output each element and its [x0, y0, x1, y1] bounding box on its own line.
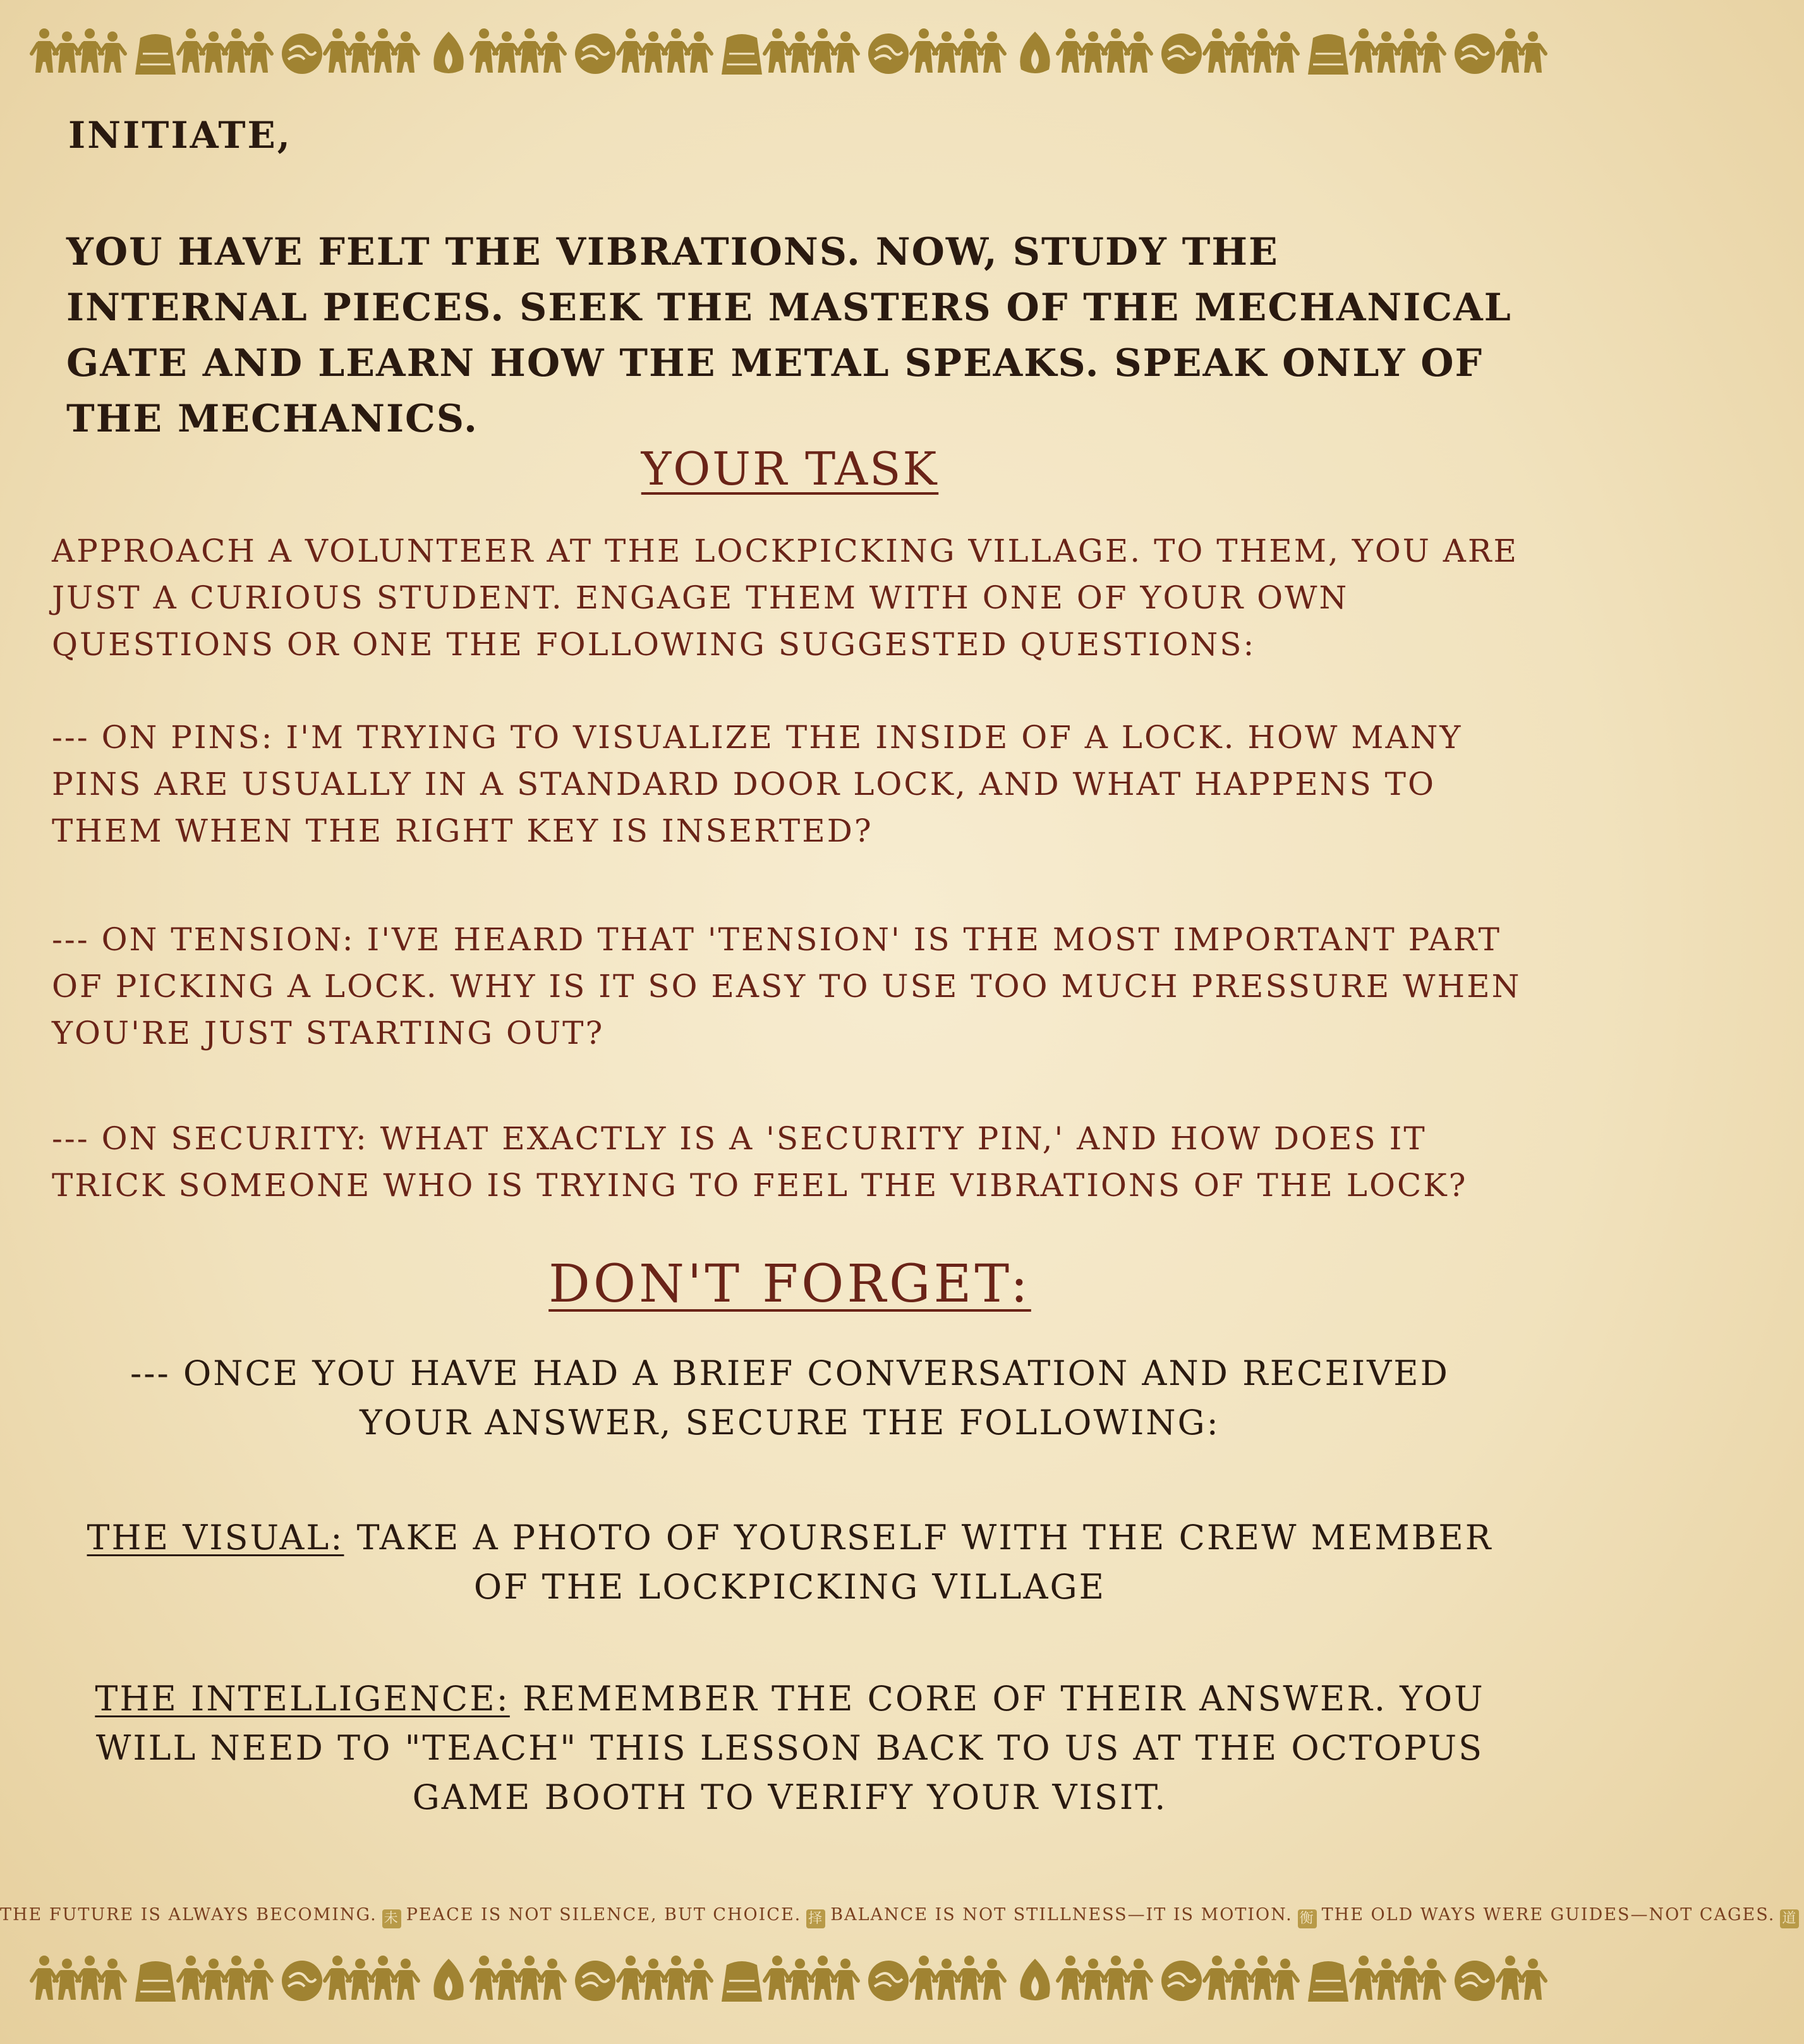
question-security: --- ON SECURITY: WHAT EXACTLY IS A 'SECURITY PIN,' AND HOW DOES IT TRICK SOMEONE WHO IS TRYING TO FEEL THE VIBRATIONS OF THE LOCK? — [52, 1120, 1468, 1204]
visual-instruction — [70, 1513, 1510, 1612]
seal-icon: 未 — [382, 1909, 401, 1928]
dont-forget-heading — [0, 1254, 1580, 1314]
intelligence-label: THE INTELLIGENCE: — [95, 1679, 510, 1719]
footer-quotes — [0, 1905, 1798, 1928]
reminder-intro: --- ONCE YOU HAVE HAD A BRIEF CONVERSATION AND RECEIVED YOUR ANSWER, SECURE THE FOLLOWING: — [130, 1353, 1450, 1442]
decorative-figures-icon — [25, 19, 1554, 88]
intelligence-instruction — [70, 1674, 1510, 1822]
visual-text: TAKE A PHOTO OF YOURSELF WITH THE CREW MEMBER OF THE LOCKPICKING VILLAGE — [344, 1518, 1493, 1607]
decorative-figures-icon — [25, 1946, 1554, 2016]
seal-icon: 道 — [1780, 1909, 1799, 1928]
bottom-border — [25, 1946, 1554, 2016]
top-border — [25, 19, 1554, 88]
intelligence-text: REMEMBER THE CORE OF THEIR ANSWER. YOU WILL NEED TO "TEACH" THIS LESSON BACK TO US AT THE OCTOPUS GAME BOOTH TO VERIFY YOUR VISIT. — [95, 1679, 1485, 1817]
task-description: APPROACH A VOLUNTEER AT THE LOCKPICKING VILLAGE. TO THEM, YOU ARE JUST A CURIOUS STUDENT. ENGAGE THEM WITH ONE OF YOUR OWN QUESTIONS OR ONE THE FOLLOWING SUGGESTED QUESTIONS: — [52, 533, 1519, 663]
visual-label: THE VISUAL: — [87, 1518, 344, 1557]
footer-quote: PEACE IS NOT SILENCE, BUT CHOICE. — [406, 1905, 802, 1925]
salutation: INITIATE, — [68, 114, 292, 157]
intro-paragraph: YOU HAVE FELT THE VIBRATIONS. NOW, STUDY THE INTERNAL PIECES. SEEK THE MASTERS OF THE MECHANICAL GATE AND LEARN HOW THE METAL SPEAKS. SPEAK ONLY OF THE MECHANICS. — [66, 230, 1512, 441]
task-heading — [0, 442, 1580, 495]
dont-forget-heading-text: DON'T FORGET: — [548, 1254, 1031, 1314]
task-heading-text: YOUR TASK — [641, 442, 939, 495]
footer-quote: THE OLD WAYS WERE GUIDES—NOT CAGES. — [1321, 1905, 1776, 1925]
seal-icon: 衡 — [1298, 1909, 1317, 1928]
footer-quote: BALANCE IS NOT STILLNESS—IT IS MOTION. — [830, 1905, 1293, 1925]
question-tension: --- ON TENSION: I'VE HEARD THAT 'TENSION' IS THE MOST IMPORTANT PART OF PICKING A LOCK. WHY IS IT SO EASY TO USE TOO MUCH PRESSURE WHEN YOU'RE JUST STARTING OUT? — [52, 921, 1522, 1051]
footer-quote: THE FUTURE IS ALWAYS BECOMING. — [0, 1905, 377, 1925]
seal-icon: 择 — [806, 1909, 825, 1928]
question-pins: --- ON PINS: I'M TRYING TO VISUALIZE THE INSIDE OF A LOCK. HOW MANY PINS ARE USUALLY IN A STANDARD DOOR LOCK, AND WHAT HAPPENS TO THEM WHEN THE RIGHT KEY IS INSERTED? — [52, 719, 1463, 849]
